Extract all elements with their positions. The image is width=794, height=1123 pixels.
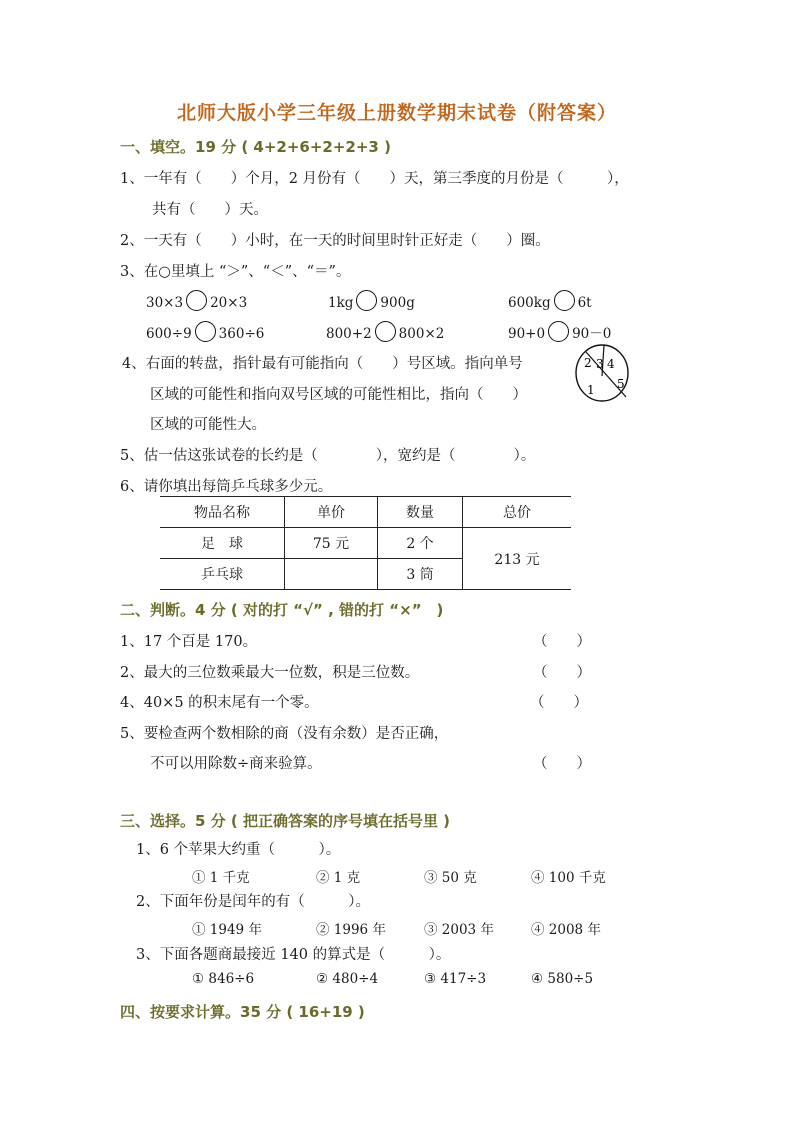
compare-right: 800×2 — [398, 326, 445, 342]
judge-bracket[interactable]: （ ） — [533, 756, 591, 772]
table-row — [160, 528, 571, 559]
compare-right: 360÷6 — [218, 326, 265, 342]
judge-item: 不可以用除数÷商来验算。 — [150, 756, 322, 772]
table-header: 总价 — [463, 497, 572, 528]
choice-question: 1、6 个苹果大约重（ ）。 — [136, 842, 341, 858]
choice-option[interactable]: ③ 417÷3 — [424, 971, 487, 987]
compare-item — [328, 290, 415, 311]
judge-item: 1、17 个百是 170。 — [120, 634, 258, 650]
compare-left: 1kg — [328, 295, 354, 311]
table-cell: 2 个 — [378, 528, 463, 559]
choice-option[interactable]: ② 480÷4 — [316, 971, 379, 987]
question-1-line-1: 1、一年有（ ）个月，2 月份有（ ）天，第三季度的月份是（ ）， — [120, 171, 629, 187]
table-header: 数量 — [378, 497, 463, 528]
compare-right: 90－0 — [572, 326, 612, 342]
compare-circle[interactable] — [356, 290, 377, 311]
compare-right: 20×3 — [210, 295, 248, 311]
price-table — [160, 496, 571, 590]
compare-circle[interactable] — [186, 290, 207, 311]
table-header: 物品名称 — [160, 497, 285, 528]
choice-option[interactable]: ① 846÷6 — [192, 971, 255, 987]
table-cell: 足 球 — [160, 528, 285, 559]
choice-question: 3、下面各题商最接近 140 的算式是（ ）。 — [136, 947, 451, 963]
table-header: 单价 — [285, 497, 378, 528]
question-1-line-2: 共有（ ）天。 — [152, 202, 268, 218]
judge-item: 4、40×5 的积末尾有一个零。 — [120, 695, 319, 711]
section-3-heading: 三、选择。5 分 ( 把正确答案的序号填在括号里 ) — [120, 812, 451, 830]
compare-right: 900g — [380, 295, 415, 311]
choice-option[interactable]: ④ 2008 年 — [531, 922, 601, 938]
compare-circle[interactable] — [548, 321, 569, 342]
judge-bracket[interactable]: （ ） — [533, 665, 591, 681]
choice-option[interactable]: ④ 100 千克 — [531, 870, 606, 886]
section-4-heading: 四、按要求计算。35 分 ( 16+19 ) — [120, 1003, 365, 1021]
choice-option[interactable]: ② 1996 年 — [316, 922, 386, 938]
choice-option[interactable]: ④ 580÷5 — [531, 971, 594, 987]
spinner-wheel — [574, 343, 630, 403]
compare-item — [326, 321, 444, 342]
table-cell: 75 元 — [285, 528, 378, 559]
table-cell-total: 213 元 — [463, 528, 572, 590]
choice-option[interactable]: ② 1 克 — [316, 870, 361, 886]
question-4-line-3: 区域的可能性大。 — [150, 417, 266, 433]
compare-left: 600kg — [508, 295, 551, 311]
choice-question: 2、下面年份是闰年的有（ ）。 — [136, 894, 370, 910]
compare-circle[interactable] — [554, 290, 575, 311]
wheel-number: 1 — [587, 383, 595, 397]
judge-bracket[interactable]: （ ） — [533, 634, 591, 650]
table-header-row — [160, 497, 571, 528]
page-title: 北师大版小学三年级上册数学期末试卷（附答案） — [176, 102, 617, 124]
choice-option[interactable]: ③ 50 克 — [424, 870, 477, 886]
compare-item — [508, 290, 592, 311]
wheel-number: 2 — [584, 356, 592, 370]
judge-bracket[interactable]: （ ） — [530, 695, 588, 711]
section-2-heading: 二、判断。4 分 ( 对的打 “√” , 错的打 “×” ) — [120, 601, 444, 619]
table-cell: 乒乓球 — [160, 559, 285, 590]
section-1-heading: 一、填空。19 分 ( 4+2+6+2+2+3 ) — [120, 138, 391, 156]
compare-item — [146, 290, 247, 311]
compare-left: 90+0 — [508, 326, 546, 342]
question-2: 2、一天有（ ）小时，在一天的时间里时针正好走（ ）圈。 — [120, 233, 550, 249]
judge-item: 2、最大的三位数乘最大一位数，积是三位数。 — [120, 665, 420, 681]
compare-left: 800+2 — [326, 326, 372, 342]
question-6: 6、请你填出每筒乒乓球多少元。 — [120, 479, 333, 495]
choice-option[interactable]: ① 1949 年 — [192, 922, 262, 938]
compare-circle[interactable] — [375, 321, 396, 342]
wheel-number: 4 — [607, 357, 615, 371]
table-cell: 3 筒 — [378, 559, 463, 590]
question-4-line-2: 区域的可能性和指向双号区域的可能性相比，指向（ ） — [150, 387, 527, 403]
judge-item: 5、要检查两个数相除的商（没有余数）是否正确， — [120, 726, 449, 742]
compare-item — [146, 321, 264, 342]
compare-item — [508, 321, 611, 342]
compare-circle[interactable] — [195, 321, 216, 342]
compare-right: 6t — [577, 295, 592, 311]
question-5: 5、估一估这张试卷的长约是（ ），宽约是（ ）。 — [120, 448, 536, 464]
wheel-number: 3 — [596, 357, 604, 371]
question-3: 3、在○里填上 “＞”、“＜”、“＝”。 — [120, 264, 351, 280]
question-4-line-1: 4、右面的转盘，指针最有可能指向（ ）号区域。指向单号 — [122, 356, 523, 372]
compare-left: 600÷9 — [146, 326, 192, 342]
table-cell-blank[interactable] — [285, 559, 378, 590]
choice-option[interactable]: ① 1 千克 — [192, 870, 250, 886]
choice-option[interactable]: ③ 2003 年 — [424, 922, 494, 938]
compare-left: 30×3 — [146, 295, 184, 311]
wheel-number: 5 — [617, 377, 625, 391]
